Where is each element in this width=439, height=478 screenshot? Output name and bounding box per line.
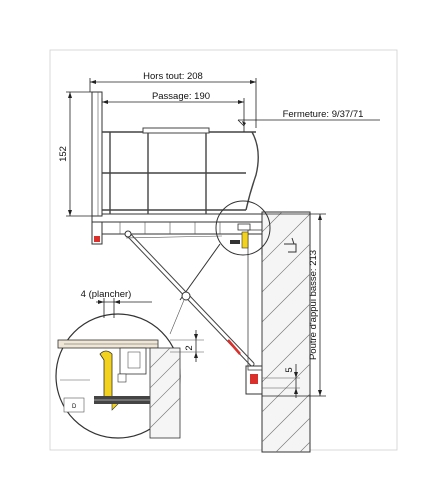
wall	[262, 212, 310, 452]
closure-label: Fermeture: 9/37/71	[282, 109, 364, 120]
floor-thickness-label: 4 (plancher)	[80, 289, 132, 300]
overall-width-label: Hors tout: 208	[143, 71, 203, 82]
gap-label: 2	[184, 345, 195, 351]
bottom-gap-label: 5	[284, 367, 295, 373]
beam-label: Poutre d'appui basse: 213	[308, 249, 319, 361]
height-label: 152	[58, 146, 69, 162]
passage-width-label: Passage: 190	[151, 91, 211, 102]
svg-text:D: D	[72, 404, 77, 410]
